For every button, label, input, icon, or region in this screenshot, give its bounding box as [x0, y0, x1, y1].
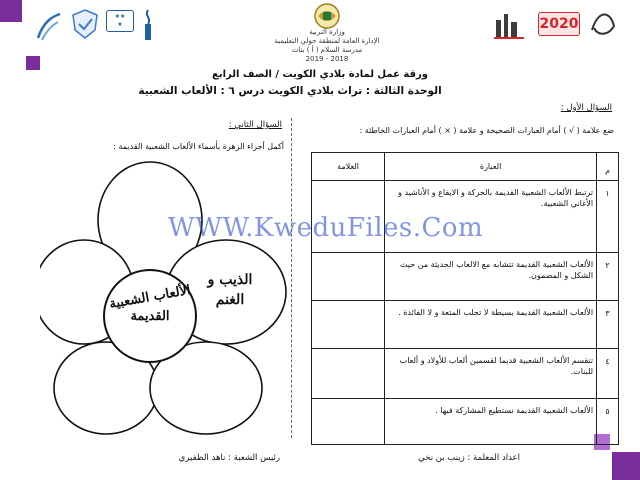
- row-number: ٤: [597, 349, 619, 399]
- school-year: 2018 - 2019: [305, 55, 349, 63]
- flower-center-label: الألعاب الشعبية القديمة: [108, 282, 192, 324]
- row-number: ٥: [597, 399, 619, 445]
- row-statement: ترتبط الألعاب الشعبية القديمة بالحركة و الايقاع و الأناشيد و الأغاني الشعبية.: [385, 181, 597, 253]
- corner-decoration: [26, 56, 40, 70]
- worksheet-title: ورقة عمل لمادة بلادي الكويت / الصف الرابع: [212, 69, 428, 80]
- row-statement: تنقسم الألعاب الشعبية قديما لقسمين ألعاب للأولاد و ألعاب للبنات.: [385, 349, 597, 399]
- teacher-name: اعداد المعلمة : زينب بن نخي: [418, 453, 520, 463]
- school-name: مدرسة السلام ( أ ) بنات: [291, 46, 363, 54]
- table-header-row: [312, 153, 619, 181]
- kuwait-emblem: [310, 2, 344, 30]
- row-number: ٢: [597, 253, 619, 301]
- department-head-name: رئيس الشعبة : ناهد الظفيري: [178, 453, 280, 463]
- flower-petal-answer: الذيب و الغنم: [207, 272, 253, 308]
- site-watermark: WWW.KweduFiles.Com: [168, 213, 484, 243]
- question2-instruction: أكمل أجزاء الزهرة بأسماء الألعاب الشعبية القديمة :: [113, 142, 284, 151]
- answer-cell[interactable]: [312, 399, 385, 445]
- row-number: ١: [597, 181, 619, 253]
- vision-2020-logo: 2020: [538, 12, 580, 36]
- row-number: ٣: [597, 301, 619, 349]
- column-divider: [291, 118, 292, 438]
- table-row: [312, 349, 619, 399]
- column-header-mark: العلامة: [312, 153, 385, 181]
- answer-cell[interactable]: [312, 301, 385, 349]
- question2-title: السؤال الثاني :: [228, 120, 282, 130]
- corner-decoration: [0, 0, 22, 22]
- row-statement: الألعاب الشعبية القديمة تتشابه مع الالعاب الحديثة من حيث الشكل و المضمون.: [385, 253, 597, 301]
- question1-instruction: ضع علامة ( √ ) أمام العبارات الصحيحة و علامة ( × ) أمام العبارات الخاطئة :: [359, 126, 614, 135]
- swirl-logo: [34, 10, 64, 44]
- directorate-name: الإدارة العامة لمنطقة حولي التعليمية: [274, 37, 380, 45]
- column-header-statement: العبارة: [385, 153, 597, 181]
- kuwait-skyline-logo: [490, 8, 528, 42]
- column-header-num: م: [597, 153, 619, 181]
- question1-title: السؤال الأول :: [560, 103, 612, 113]
- answer-cell[interactable]: [312, 253, 385, 301]
- ministry-name: وزارة التربية: [309, 28, 345, 36]
- calligraphy-logo: [588, 6, 618, 42]
- table-row: [312, 301, 619, 349]
- statements-table: [311, 152, 619, 445]
- row-statement: الألعاب الشعبية القديمة نستطيع المشاركة فيها .: [385, 399, 597, 445]
- shield-logo: [70, 8, 100, 40]
- answer-cell[interactable]: [312, 349, 385, 399]
- torch-logo: [140, 8, 156, 42]
- table-row: [312, 253, 619, 301]
- table-row: [312, 399, 619, 445]
- corner-decoration: [612, 452, 640, 480]
- row-statement: الألعاب الشعبية القديمة بسيطة لا تجلب المتعة و لا الفائدة .: [385, 301, 597, 349]
- quality-logo: ★★ ★: [106, 10, 134, 40]
- unit-lesson-title: الوحدة الثالثة : تراث بلادي الكويت درس ٦ : الألعاب الشعبية: [138, 85, 442, 97]
